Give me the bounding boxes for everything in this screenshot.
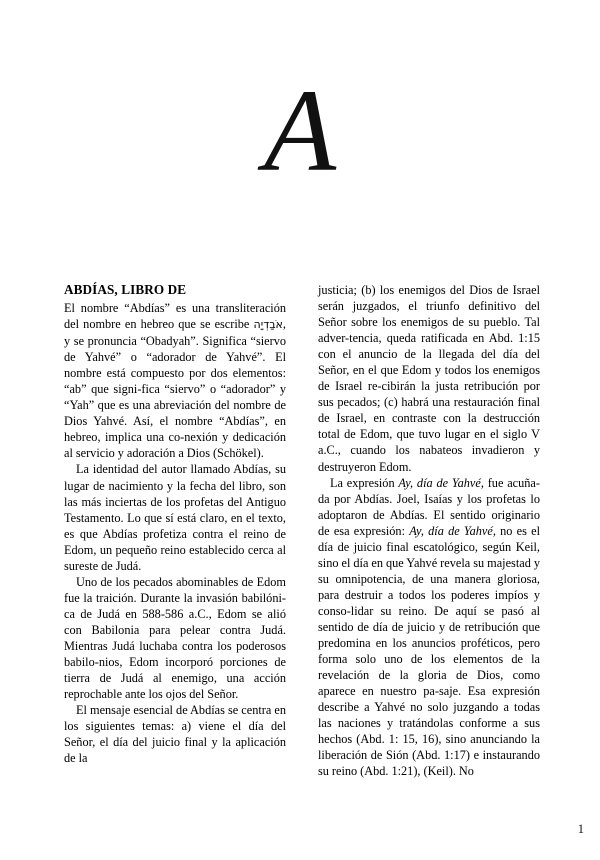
two-column-body — [64, 282, 540, 812]
column-left — [64, 282, 286, 812]
paragraph-5: justicia; (b) los enemigos del Dios de Israel serán juzgados, el triunfo definitivo del Señor sobre los enemigos de su pueblo. Tal adver-tencia, queda ratificada en Abd. 1:15 con el anuncio de la llegada del día del Señor, en el que Edom y todos los enemigos de Israel re-cibirán la justa retribución por sus pecados; (c) habrá una restauración final de Israel, en contraste con la destrucción total de Edom, que tuvo lugar en el siglo V a.C., cuando los nabateos invadieron y destruyeron Edom. — [318, 283, 540, 474]
paragraph-1-text-before-hebrew: El nombre “Abdías” es una transliteración del nombre en hebreo que se escribe — [64, 301, 286, 332]
paragraph-6-seg-1: La expresión — [330, 475, 399, 490]
paragraph-1-text-after-hebrew: , y se pronuncia “Obadyah”. Significa “siervo de Yahvé” o “adorador de Yahvé”. El nombre está compuesto por dos elementos: “ab” que signi-fica “siervo” o “adorador” y “Yah” que es una abreviación del nombre de Dios Yahvé. Así, el nombre “Abdías”, en hebreo, implica una co-nexión y dedicación al servicio y adoración a Dios (Schökel). — [64, 317, 286, 461]
column-right — [318, 282, 540, 812]
hebrew-name-obadyah: אֹבַדְיָה — [253, 318, 283, 332]
paragraph-6 — [318, 475, 540, 780]
paragraph-6-seg-3: , fue acuña-da por Abdías. Joel, Isaías y los profetas lo adoptaron de Abdías. El sentido originario de esa expresión: — [318, 475, 540, 538]
paragraph-3: Uno de los pecados abominables de Edom fue la traición. Durante la invasión babilóni-ca de Judá en 588-586 a.C., Edom se alió con Babilonia para pelear contra Judá. Mientras Judá luchaba contra los poderosos babilo-nios, Edom incorporó porciones de tierra de Judá al enemigo, una acción reprochable ante los ojos del Señor. — [64, 574, 286, 702]
paragraph-6-seg-4-italic: Ay, día de Yahvé — [409, 523, 493, 538]
entry-title: ABDÍAS, LIBRO DE — [64, 282, 187, 297]
paragraph-1 — [64, 300, 286, 461]
paragraph-2: La identidad del autor llamado Abdías, su lugar de nacimiento y la fecha del libro, son las más inciertas de los profetas del Antiguo Testamento. Lo que sí está claro, en el texto, es que Abdías profetiza contra el reino de Edom, un pequeño reino establecido cerca al sureste de Judá. — [64, 462, 286, 573]
paragraph-4: El mensaje esencial de Abdías se centra en los siguientes temas: a) viene el día del Señor, el día del juicio final y la aplicación de la — [64, 703, 286, 766]
section-letter-heading: A — [263, 65, 337, 196]
page-number: 1 — [577, 822, 584, 836]
paragraph-6-seg-5: , no es el día de juicio final escatológico, según Keil, sino el día en que Yahvé revela su majestad y su omnipotencia, de una manera gloriosa, para destruir a todos los poderes impíos y conso-lidar su reino. De aquí se pasó al sentido de día de juicio y de retribución que predomina en los anuncios proféticos, pero forma solo uno de los elementos de la revelación de la gloria de Dios, como aparece en nuestro pa-saje. Esa expresión describe a Yahvé no solo juzgando a todas las naciones y tratándolas conforme a sus hechos (Abd. 1: 15, 16), sino anunciando la liberación de Sión (Abd. 1:17) e instaurando su reino (Abd. 1:21), (Keil). No — [318, 523, 540, 779]
paragraph-6-seg-2-italic: Ay, día de Yahvé — [398, 475, 481, 490]
